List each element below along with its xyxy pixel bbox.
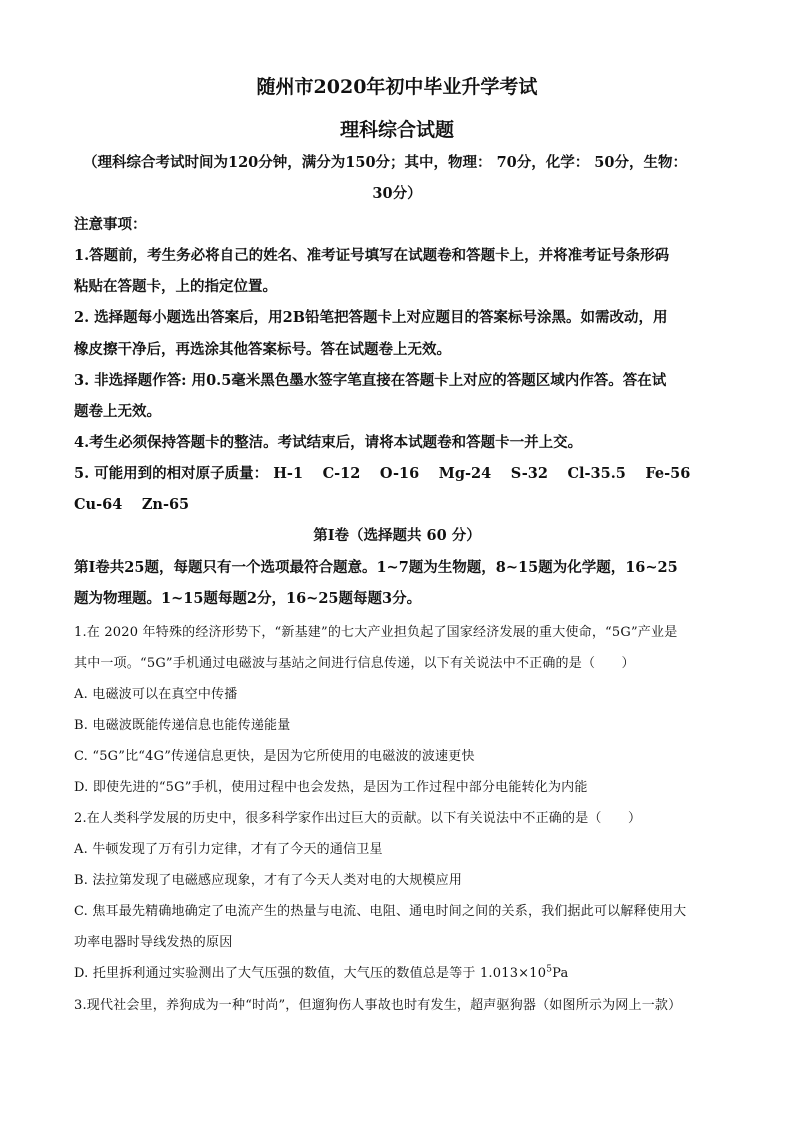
question-1-option-c: C. “5G”比“4G”传递信息更快，是因为它所使用的电磁波的波速更快: [74, 749, 475, 764]
time-note-cont: 30分）: [372, 185, 422, 202]
notice-item-3: 3. 非选择题作答: 用0.5毫米黑色墨水签字笔直接在答题卡上对应的答题区域内作答。答在试: [74, 372, 667, 389]
notice-item-5: 5. 可能用到的相对原子质量： H-1 C-12 O-16 Mg-24 S-32 Cl-35.5 Fe-56: [74, 465, 691, 482]
exponent: 5: [546, 964, 553, 975]
question-2-option-b: B. 法拉第发现了电磁感应现象，才有了今天人类对电的大规模应用: [74, 873, 463, 888]
question-2-option-c: C. 焦耳最先精确地确定了电流产生的热量与电流、电阻、通电时间之间的关系，我们据此可以解释使用大: [74, 904, 687, 919]
notice-item-3-cont: 题卷上无效。: [74, 403, 161, 420]
section-intro-cont: 题为物理题。1~15题每题2分，16~25题每题3分。: [74, 590, 422, 607]
question-1-option-a: A. 电磁波可以在真空中传播: [74, 687, 238, 702]
section-intro: 第Ⅰ卷共25题，每题只有一个选项最符合题意。1~7题为生物题，8~15题为化学题，16~25: [74, 559, 678, 576]
notice-heading: 注意事项：: [74, 216, 147, 233]
question-2-option-c-cont: 功率电器时导线发热的原因: [74, 935, 233, 950]
time-note: （理科综合考试时间为120分钟，满分为150分；其中，物理： 70分，化学： 50分，生物：: [83, 154, 687, 171]
notice-item-2: 2. 选择题每小题选出答案后，用2B铅笔把答题卡上对应题目的答案标号涂黑。如需改动，用: [74, 309, 668, 326]
question-2-option-d-text: D. 托里拆利通过实验测出了大气压强的数值，大气压的数值总是等于 1.013×10: [74, 966, 547, 981]
page-subtitle: 理科综合试题: [339, 119, 454, 141]
notice-item-5-cont: Cu-64 Zn-65: [74, 496, 190, 513]
question-2-option-a: A. 牛顿发现了万有引力定律，才有了今天的通信卫星: [74, 842, 383, 857]
notice-item-4: 4.考生必须保持答题卡的整洁。考试结束后，请将本试题卷和答题卡一并上交。: [74, 434, 583, 451]
section-heading: 第Ⅰ卷（选择题共 60 分）: [313, 527, 481, 544]
question-1-option-d: D. 即使先进的“5G”手机，使用过程中也会发热，是因为工作过程中部分电能转化为内能: [74, 780, 588, 795]
question-3-stem: 3.现代社会里，养狗成为一种“时尚”，但遛狗伤人事故也时有发生，超声驱狗器（如图所示为网上一款）: [74, 998, 682, 1013]
question-2-option-d: [74, 962, 568, 981]
notice-item-1-cont: 粘贴在答题卡，上的指定位置。: [74, 278, 277, 295]
notice-item-2-cont: 橡皮擦干净后，再选涂其他答案标号。答在试题卷上无效。: [74, 341, 451, 358]
question-1-stem: 1.在 2020 年特殊的经济形势下，“新基建”的七大产业担负起了国家经济发展的重大使命，“5G”产业是: [74, 625, 678, 640]
question-2-stem: 2.在人类科学发展的历史中，很多科学家作出过巨大的贡献。以下有关说法中不正确的是（ ）: [74, 811, 642, 826]
notice-item-1: 1.答题前，考生务必将自己的姓名、准考证号填写在试题卷和答题卡上，并将准考证号条形码: [74, 247, 670, 264]
unit: Pa: [552, 966, 569, 981]
page-title: 随州市2020年初中毕业升学考试: [256, 76, 538, 98]
question-1-option-b: B. 电磁波既能传递信息也能传递能量: [74, 718, 291, 733]
question-1-stem-cont: 其中一项。“5G”手机通过电磁波与基站之间进行信息传递，以下有关说法中不正确的是（ ）: [74, 656, 635, 671]
